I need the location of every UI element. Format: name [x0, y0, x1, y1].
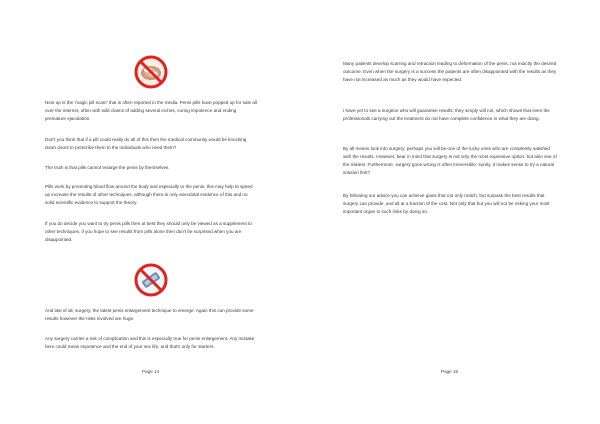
paragraph: Many patients develop scarring and retraction leading to deformation of the penis, not exactly the desired outcome. Even when the surgery is a success the patients are often disappointed with the results as they have not increased as much as they would have expected. — [343, 61, 557, 82]
paragraph: And last of all, surgery, the latest penis enlargement technique to emerge. Again this can provide some results however the risks involved are huge. — [45, 308, 254, 321]
paragraph: By all means look into surgery; perhaps you will be one of the lucky ones who are completely satisfied with the results. However, bear in mind that surgery is not only the most expensive option, but also one of the riskiest. Furthermore, surgery gone wrong is often irreversible; surely, it makes sense to try a natural solution first? — [343, 146, 557, 175]
right-page — [300, 0, 600, 424]
paragraph: Any surgery carries a risk of complication and this is especially true for penis enlargement. Any mistake here could mean impotence and the end of your sex life, and that's only for starters. — [45, 336, 255, 349]
paragraph: Pills work by promoting blood flow around the body and especially to the penis, this may help to speed up increase the results of other techniques, although there is only anecdotal evidence of this and no solid scientific evidence to support the theory. — [45, 184, 253, 205]
paragraph: By following our advice you can achieve gains that not only match, but surpass the best results that surgery can provide, and all at a fraction of the cost. Not only that but you will not be risking your most important organ to such risks by doing so. — [343, 193, 550, 214]
paragraph: Next up is the 'magic pill scam' that is often reported in the media. Penis pills have popped up for sale all over the internet, often with wild claims of adding several inches, curing impotence and ending premature ejaculation. — [45, 100, 257, 121]
paragraph: If you do decide you want to try penis pills then at best they should only be viewed as a supplement to other techniques, if you hope to see results from pills alone then don't be surprised when you are disappointed. — [45, 221, 252, 242]
page-number: Page 15 — [441, 369, 459, 374]
paragraph: Don't you think that if a pill could really do all of this then the medical community would be knocking down doors to prescribe them to the individuals who need them? — [45, 137, 247, 150]
no-pills-icon — [134, 55, 168, 89]
no-surgery-icon — [134, 263, 168, 297]
page-number: Page 14 — [142, 369, 160, 374]
paragraph: The truth is that pills cannot enlarge the penis by themselves. — [45, 165, 170, 170]
paragraph: I have yet to see a surgeon who will guarantee results; they simply will not, which shows that even the professionals carrying out the treatment do not have complete confidence in what they are doing. — [343, 108, 550, 121]
